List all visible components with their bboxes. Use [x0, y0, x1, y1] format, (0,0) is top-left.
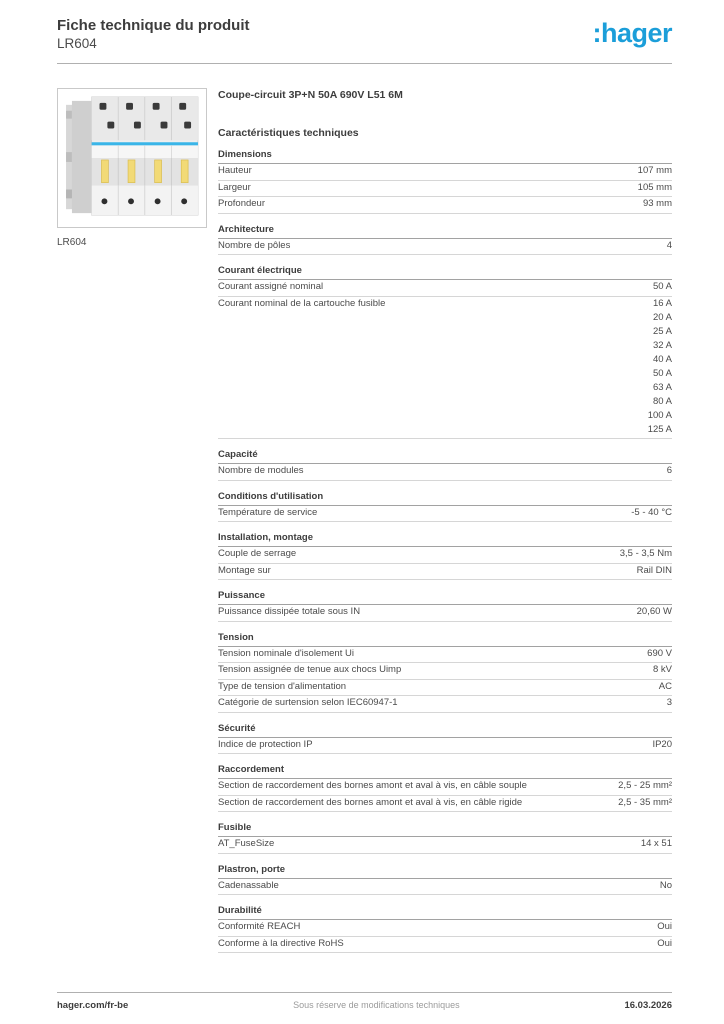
spec-section	[218, 724, 672, 755]
footer-disclaimer: Sous réserve de modifications techniques	[293, 1000, 460, 1010]
spec-row	[218, 738, 672, 755]
spec-section-heading: Fusible	[218, 823, 672, 837]
spec-row	[218, 239, 672, 256]
spec-row	[218, 564, 672, 581]
spec-section	[218, 823, 672, 854]
spec-value: 14 x 51	[640, 838, 672, 849]
spec-row	[218, 547, 672, 564]
spec-value: 25 A	[652, 325, 672, 337]
spec-section	[218, 150, 672, 214]
spec-section	[218, 906, 672, 953]
spec-value: AC	[658, 680, 672, 692]
spec-values	[618, 780, 672, 793]
spec-row	[218, 920, 672, 937]
page-header	[57, 0, 672, 52]
spec-value: 105 mm	[637, 181, 672, 193]
spec-values	[653, 664, 672, 677]
characteristics-heading: Caractéristiques techniques	[218, 127, 359, 139]
spec-label: Hauteur	[218, 165, 252, 176]
spec-row	[218, 837, 672, 854]
spec-section	[218, 633, 672, 713]
spec-values	[653, 281, 672, 294]
spec-label: Tension assignée de tenue aux chocs Uimp	[218, 664, 402, 675]
spec-label: Largeur	[218, 181, 251, 193]
spec-label: Couple de serrage	[218, 548, 297, 559]
spec-values	[660, 880, 672, 893]
spec-values	[657, 921, 672, 934]
spec-row	[218, 506, 672, 523]
product-reference: LR604	[57, 36, 97, 51]
spec-value: 100 A	[647, 409, 672, 421]
spec-value: 107 mm	[637, 165, 672, 176]
spec-value: 2,5 - 35 mm²	[618, 796, 672, 808]
spec-value: 80 A	[652, 395, 672, 407]
spec-value: 50 A	[652, 281, 672, 292]
spec-values	[657, 938, 672, 951]
spec-value: 4	[666, 239, 672, 251]
spec-value: 40 A	[652, 353, 672, 365]
spec-section	[218, 865, 672, 896]
footer-website: hager.com/fr-be	[57, 1000, 129, 1011]
spec-label: Montage sur	[218, 564, 271, 576]
spec-section	[218, 765, 672, 812]
spec-label: Profondeur	[218, 198, 266, 209]
spec-values	[659, 681, 672, 694]
spec-value: IP20	[652, 738, 672, 750]
spec-label: Type de tension d'alimentation	[218, 680, 347, 692]
spec-value: 3	[666, 697, 672, 708]
spec-value: 8 kV	[652, 664, 672, 675]
spec-value: Rail DIN	[636, 564, 672, 576]
spec-value: No	[659, 879, 672, 891]
spec-section	[218, 591, 672, 622]
spec-value: 93 mm	[642, 198, 672, 209]
spec-section-heading: Tension	[218, 633, 672, 647]
product-image-caption: LR604	[57, 237, 87, 248]
spec-label: Nombre de modules	[218, 465, 304, 476]
spec-values	[631, 507, 672, 520]
spec-label: Catégorie de surtension selon IEC60947-1	[218, 697, 398, 708]
spec-label: Indice de protection IP	[218, 738, 313, 750]
spec-label: Courant assigné nominal	[218, 281, 324, 292]
sections	[218, 150, 672, 953]
header-divider	[57, 63, 672, 64]
spec-label: Puissance dissipée totale sous IN	[218, 606, 361, 617]
spec-value: -5 - 40 °C	[631, 506, 672, 518]
spec-row	[218, 605, 672, 622]
spec-label: Conformité REACH	[218, 921, 301, 932]
spec-section-heading: Plastron, porte	[218, 865, 672, 879]
spec-section	[218, 492, 672, 523]
spec-row	[218, 796, 672, 813]
spec-row	[218, 280, 672, 297]
product-photo	[64, 95, 200, 221]
spec-values	[648, 298, 672, 437]
spec-value: 50 A	[652, 367, 672, 379]
datasheet-page	[57, 0, 672, 1024]
spec-section-heading: Raccordement	[218, 765, 672, 779]
content	[57, 88, 672, 953]
spec-row	[218, 197, 672, 214]
spec-section-heading: Courant électrique	[218, 266, 672, 280]
spec-section-heading: Conditions d'utilisation	[218, 492, 672, 506]
spec-row	[218, 680, 672, 697]
spec-values	[667, 465, 672, 478]
header-titles	[57, 16, 250, 52]
product-title: Coupe-circuit 3P+N 50A 690V L51 6M	[218, 89, 403, 101]
spec-value: 32 A	[652, 339, 672, 351]
spec-values	[638, 182, 672, 195]
spec-row	[218, 464, 672, 481]
spec-value: 20,60 W	[636, 606, 672, 617]
spec-values	[637, 565, 672, 578]
spec-label: Section de raccordement des bornes amont et aval à vis, en câble souple	[218, 780, 527, 791]
spec-section-heading: Puissance	[218, 591, 672, 605]
spec-section-heading: Capacité	[218, 450, 672, 464]
spec-section	[218, 266, 672, 439]
spec-row	[218, 181, 672, 198]
spec-value: 3,5 - 3,5 Nm	[619, 548, 672, 559]
spec-row	[218, 663, 672, 680]
spec-label: Section de raccordement des bornes amont et aval à vis, en câble rigide	[218, 796, 523, 808]
spec-values	[643, 198, 672, 211]
spec-section	[218, 533, 672, 580]
spec-section-heading: Dimensions	[218, 150, 672, 164]
spec-values	[647, 648, 672, 661]
spec-row	[218, 879, 672, 896]
spec-values	[620, 548, 672, 561]
spec-section	[218, 225, 672, 256]
spec-values	[667, 240, 672, 253]
spec-section	[218, 450, 672, 481]
spec-label: Courant nominal de la cartouche fusible	[218, 297, 386, 309]
spec-values	[667, 697, 672, 710]
page-title: Fiche technique du produit	[57, 17, 250, 34]
spec-label: Cadenassable	[218, 879, 279, 891]
spec-value: 690 V	[647, 647, 672, 659]
product-image-box	[57, 88, 207, 228]
spec-row	[218, 297, 672, 440]
spec-section-heading: Architecture	[218, 225, 672, 239]
spec-label: Température de service	[218, 506, 318, 518]
spec-label: Tension nominale d'isolement Ui	[218, 647, 354, 659]
page-footer	[57, 992, 672, 1011]
spec-values	[652, 739, 672, 752]
spec-label: AT_FuseSize	[218, 838, 275, 849]
spec-value: 63 A	[652, 381, 672, 393]
spec-value: 20 A	[652, 311, 672, 323]
spec-value: Oui	[657, 921, 672, 932]
image-column	[57, 88, 207, 953]
footer-date: 16.03.2026	[624, 1000, 672, 1011]
spec-label: Nombre de pôles	[218, 239, 291, 251]
spec-section-heading: Sécurité	[218, 724, 672, 738]
spec-value: 2,5 - 25 mm²	[618, 780, 672, 791]
spec-row	[218, 779, 672, 796]
spec-value: Oui	[657, 937, 672, 949]
spec-row	[218, 647, 672, 664]
spec-value: 125 A	[647, 423, 672, 435]
spec-values	[637, 606, 672, 619]
spec-value: 6	[666, 465, 672, 476]
spec-row	[218, 937, 672, 954]
spec-label: Conforme à la directive RoHS	[218, 937, 344, 949]
spec-section-heading: Durabilité	[218, 906, 672, 920]
spec-values	[618, 797, 672, 810]
spec-column	[218, 88, 672, 953]
spec-value: 16 A	[652, 297, 672, 309]
spec-values	[638, 165, 672, 178]
spec-values	[641, 838, 672, 851]
spec-row	[218, 696, 672, 713]
spec-row	[218, 164, 672, 181]
hager-logo: :hager	[592, 18, 672, 48]
spec-section-heading: Installation, montage	[218, 533, 672, 547]
